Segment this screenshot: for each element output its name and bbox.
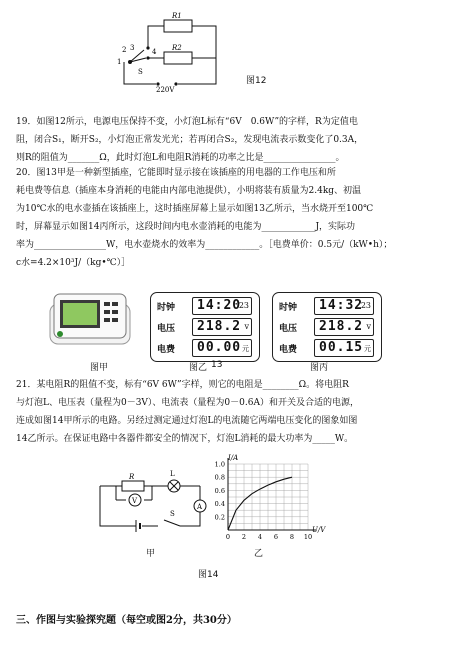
- x-tick-label: 2: [241, 533, 247, 541]
- y-tick-label: 0.4: [214, 500, 225, 509]
- y-tick-label: 1.0: [214, 460, 225, 469]
- smart-socket-photo: [48, 290, 134, 352]
- y-tick-label: 0.6: [214, 486, 225, 495]
- display-b-time: 14:20: [197, 298, 242, 313]
- fig13-caption-jia: 图甲: [90, 363, 109, 373]
- fig12-terminal-2: 2: [122, 46, 127, 54]
- display-c-volt-row: [277, 318, 377, 336]
- display-b-fee-row: [155, 339, 255, 357]
- display-c-fee-row: [277, 339, 377, 357]
- q20-line-2: 耗电费等信息（插座本身消耗的电能由内部电池提供），小明将装有质量为2.4kg、初温: [16, 186, 362, 196]
- q20-line-4: 时，屏幕显示如图14丙所示，这段时间内电水壶消耗的电能为____________J，实际功: [16, 222, 356, 232]
- display-b-voltage: 218.2: [197, 319, 242, 334]
- fig12-terminal-3: 3: [130, 44, 135, 52]
- y-tick-label: 0.2: [214, 513, 225, 522]
- display-c-seconds: 23: [360, 301, 371, 310]
- q20-line-1: 20．图13甲是一种新型插座，它能即时显示接在该插座的用电器的工作电压和所: [16, 168, 336, 178]
- chart-grid: [228, 464, 308, 530]
- x-tick-label: 4: [257, 533, 263, 541]
- display-c-voltage: 218.2: [319, 319, 364, 334]
- q21-line-4: 14乙所示。在保证电路中各器件都安全的情况下，灯泡L消耗的最大功率为_____W。: [16, 434, 354, 444]
- fig14-circuit: [96, 470, 206, 540]
- display-b-volt-unit: v: [244, 322, 249, 331]
- fig12-r2-label: R2: [172, 44, 182, 52]
- q19-line-2: 阻，闭合S₁，断开S₂，小灯泡正常发光光；若再闭合S₂，发现电流表示数变化了0.3A，: [16, 135, 364, 145]
- question-21: [16, 376, 448, 448]
- display-b-time-label: 时钟: [157, 303, 176, 313]
- display-c-fee-label: 电费: [279, 345, 298, 355]
- fig14-r-label: R: [129, 473, 135, 481]
- fig12-switch-label: S: [138, 68, 143, 76]
- socket-display-b: [150, 292, 260, 362]
- x-tick-label: 0: [225, 533, 231, 541]
- fig13-caption-bing: 图丙: [310, 363, 329, 373]
- fig13-caption-number: 13: [211, 360, 223, 370]
- fig14-l-label: L: [170, 470, 175, 478]
- display-b-seconds: 23: [238, 301, 249, 310]
- question-19: [16, 113, 448, 167]
- section-3-heading: 三、作图与实验探究题（每空或图2分，共30分）: [16, 615, 237, 626]
- q19-line-3: 则R的阻值为_______Ω，此时灯泡L和电阻R消耗的功率之比是________________。: [16, 153, 345, 163]
- fig14-iv-chart: [200, 452, 330, 560]
- chart-axes: [228, 458, 316, 530]
- display-c-volt-unit: v: [366, 322, 371, 331]
- display-b-volt-row: [155, 318, 255, 336]
- display-b-volt-label: 电压: [157, 324, 176, 334]
- display-c-fee-unit: 元: [364, 345, 371, 353]
- fig14-v-label: V: [132, 497, 138, 505]
- question-20: [16, 164, 448, 272]
- q21-line-2: 与灯泡L、电压表（量程为0－3V）、电流表（量程为0－0.6A）和开关及合适的电源，: [16, 398, 359, 408]
- q20-line-5: 率为________________W，电水壶烧水的效率为____________。［电费单价：0.5元/（kW•h）；: [16, 240, 393, 250]
- fig12-terminal-4: 4: [152, 48, 157, 56]
- chart-y-axis-label: I/A: [228, 454, 239, 462]
- x-tick-label: 8: [289, 533, 295, 541]
- q21-line-1: 21．某电阻R的阻值不变，标有“6V 6W”字样，则它的电阻是________Ω。将电阻R: [16, 380, 349, 390]
- q19-line-1: 19．如图12所示，电源电压保持不变，小灯泡L标有“6V 0.6W”的字样，R为定值电: [16, 117, 358, 127]
- q20-line-3: 为10℃水的电水壶插在该插座上，这时插座屏幕上显示如图13乙所示，当水烧开至100℃: [16, 204, 374, 214]
- display-c-time-row: [277, 297, 377, 315]
- fig14-s-label: S: [170, 510, 175, 518]
- display-b-fee-label: 电费: [157, 345, 176, 355]
- fig12-r1-label: R1: [172, 12, 182, 20]
- fig12-terminal-1: 1: [117, 58, 122, 66]
- display-c-time-label: 时钟: [279, 303, 298, 313]
- fig14-caption: 图14: [198, 570, 219, 580]
- display-b-fee: 00.00: [197, 340, 242, 355]
- fig14-sub-yi: 乙: [254, 549, 264, 559]
- chart-ticks: [215, 461, 312, 542]
- display-c-volt-label: 电压: [279, 324, 298, 334]
- x-tick-label: 6: [273, 533, 279, 541]
- display-b-fee-unit: 元: [242, 345, 249, 353]
- fig12-source-label: 220V: [156, 86, 175, 94]
- q21-line-3: 连成如图14甲所示的电路。另经过测定通过灯泡L的电流随它两端电压变化的图象如图: [16, 416, 358, 426]
- fig14-sub-jia: 甲: [146, 549, 156, 559]
- socket-display-c: [272, 292, 382, 362]
- display-c-fee: 00.15: [319, 340, 364, 355]
- q20-line-6: c水=4.2×10³J/（kg•℃）］: [16, 258, 131, 268]
- y-tick-label: 0.8: [214, 473, 225, 482]
- display-c-time: 14:32: [319, 298, 364, 313]
- chart-x-axis-label: U/V: [312, 526, 326, 534]
- fig12-caption: 图12: [246, 76, 267, 86]
- display-b-time-row: [155, 297, 255, 315]
- fig12-circuit: [108, 12, 228, 94]
- x-tick-label: 10: [303, 533, 313, 541]
- fig14-a-label: A: [197, 503, 203, 511]
- fig13-caption-yi: 图乙: [189, 363, 208, 373]
